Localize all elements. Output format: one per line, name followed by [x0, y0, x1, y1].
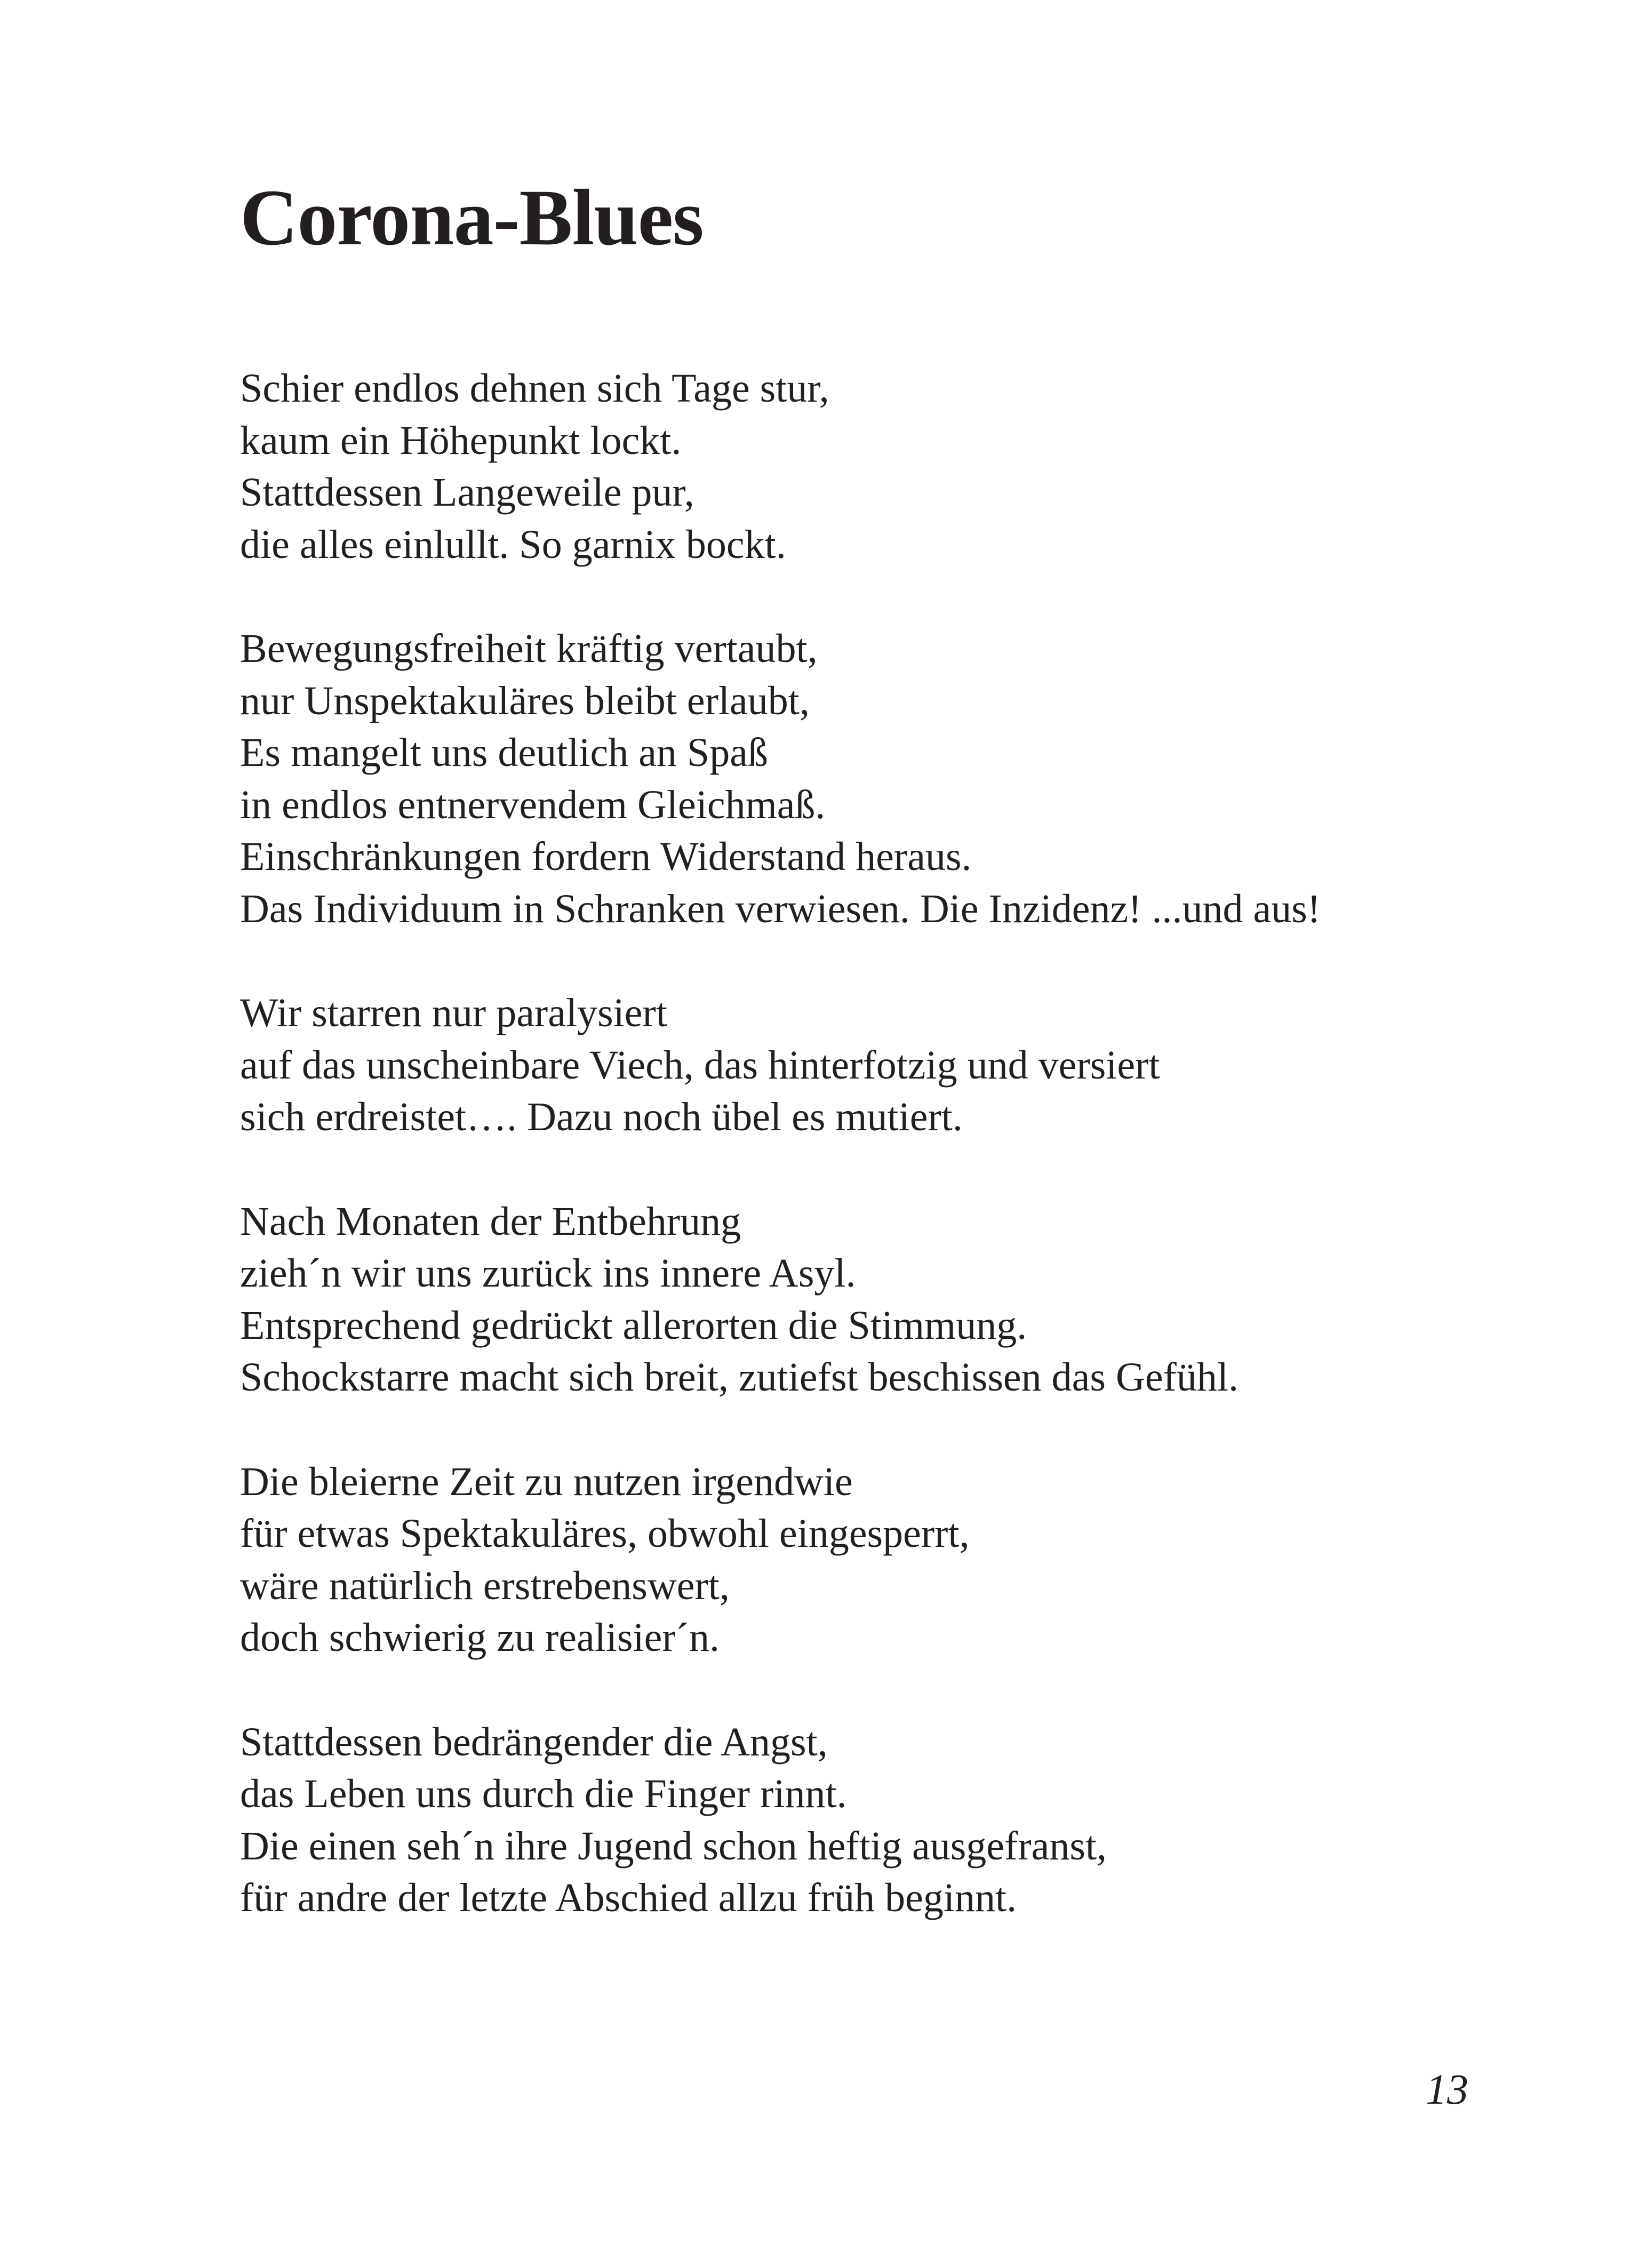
poem-line: Einschränkungen fordern Widerstand heraus. — [240, 834, 972, 879]
poem-line: Schockstarre macht sich breit, zutiefst beschissen das Gefühl. — [240, 1355, 1239, 1400]
poem-line: nur Unspektakuläres bleibt erlaubt, — [240, 678, 810, 723]
poem-line: Es mangelt uns deutlich an Spaß — [240, 730, 768, 775]
poem-line: wäre natürlich erstrebenswert, — [240, 1563, 730, 1608]
stanza — [240, 363, 1467, 571]
poem-line: in endlos entnervendem Gleichmaß. — [240, 782, 826, 827]
poem-line: kaum ein Höhepunkt lockt. — [240, 418, 682, 463]
poem-line: Stattdessen Langeweile pur, — [240, 470, 694, 515]
stanza — [240, 623, 1467, 935]
poem-line: das Leben uns durch die Finger rinnt. — [240, 1771, 847, 1816]
page-number: 13 — [1426, 2066, 1468, 2113]
poem-line: Wir starren nur paralysiert — [240, 991, 667, 1035]
poem-line: Schier endlos dehnen sich Tage stur, — [240, 366, 829, 411]
poem-line: Entsprechend gedrückt allerorten die Stimmung. — [240, 1303, 1027, 1348]
stanza — [240, 1716, 1467, 1924]
stanza — [240, 1196, 1467, 1404]
poem-line: Bewegungsfreiheit kräftig vertaubt, — [240, 626, 818, 671]
stanza — [240, 987, 1467, 1144]
poem-line: für andre der letzte Abschied allzu früh beginnt. — [240, 1875, 1017, 1920]
poem-line: Die bleierne Zeit zu nutzen irgendwie — [240, 1459, 853, 1504]
poem-line: doch schwierig zu realisier´n. — [240, 1615, 720, 1660]
poem-line: Die einen seh´n ihre Jugend schon heftig ausgefranst, — [240, 1823, 1107, 1868]
poem-line: auf das unscheinbare Viech, das hinterfotzig und versiert — [240, 1042, 1160, 1088]
poem-line: für etwas Spektakuläres, obwohl eingesperrt, — [240, 1511, 970, 1556]
poem-line: Stattdessen bedrängender die Angst, — [240, 1719, 828, 1764]
poem-line: die alles einlullt. So garnix bockt. — [240, 522, 786, 567]
poem-line: Nach Monaten der Entbehrung — [240, 1199, 741, 1244]
poem-line: sich erdreistet…. Dazu noch übel es mutiert. — [240, 1095, 963, 1139]
stanza — [240, 1456, 1467, 1664]
poem-line: Das Individuum in Schranken verwiesen. Die Inzidenz! ...und aus! — [240, 886, 1321, 931]
poem-title: Corona-Blues — [240, 173, 704, 262]
poem-body — [240, 363, 1467, 1977]
poem-line: zieh´n wir uns zurück ins innere Asyl. — [240, 1251, 856, 1296]
